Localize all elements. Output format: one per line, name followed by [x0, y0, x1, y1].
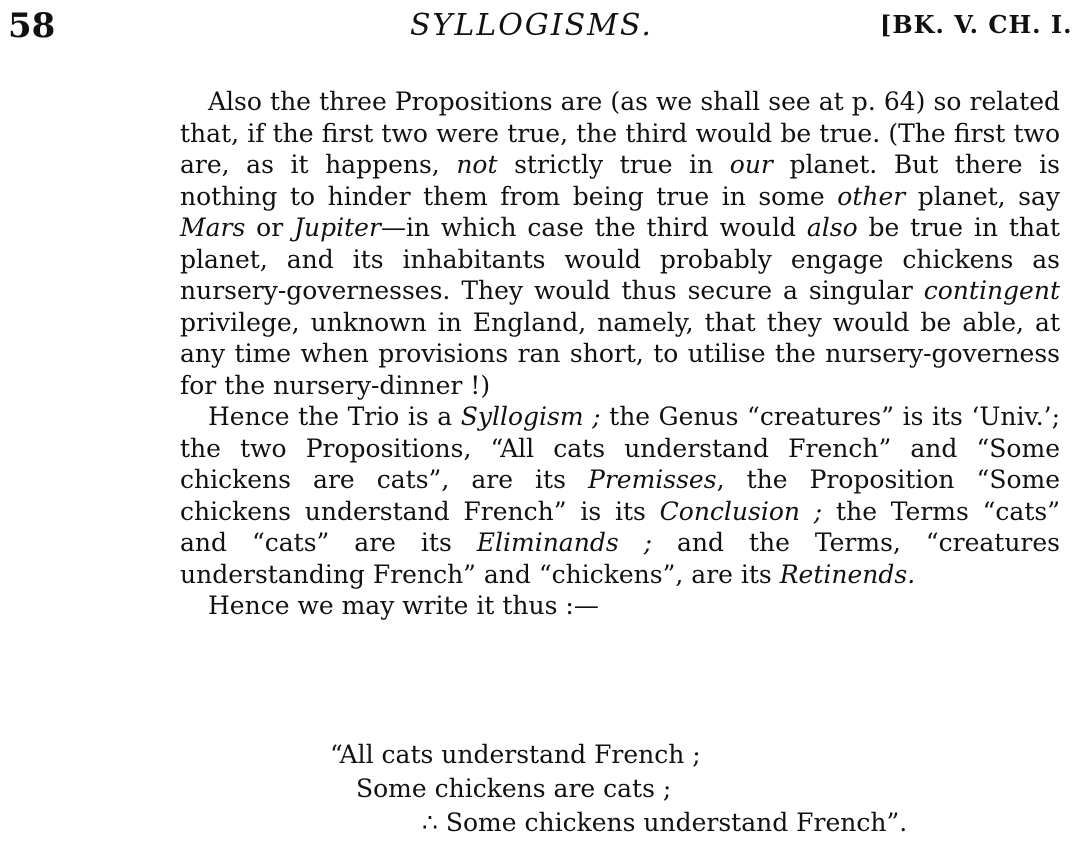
italic-term: Eliminands ; [476, 528, 653, 557]
text-run: planet, say [905, 181, 1060, 211]
text-run: be true in that planet, and its inhabitants would probably engage chickens as nursery-governesses. They would thus secure a singular [180, 213, 1060, 305]
paragraph [180, 590, 1060, 622]
text-run: and the Terms, “creatures understanding French” and “chickens”, are its [180, 528, 1060, 589]
syllogism-premiss-major: “All cats understand French ; [330, 740, 701, 769]
text-run: the Genus “creatures” is its ‘Univ.’; the two Propositions, “All cats understand French” and “Some chickens are cats”, are its [180, 402, 1061, 494]
italic-term: Retinends. [779, 559, 916, 589]
text-run: , the Proposition “Some chickens understand French” is its [180, 465, 1061, 526]
italic-term: not [456, 150, 498, 179]
italic-term: Syllogism ; [460, 402, 601, 431]
text-run: strictly true in [497, 150, 730, 179]
text-run: the Terms “cats” and “cats” are its [180, 496, 1060, 557]
text-run: Hence we may write it thus :— [208, 591, 599, 620]
syllogism-conclusion: ∴ Some chickens understand French”. [422, 808, 908, 837]
italic-term: Jupiter [294, 213, 381, 242]
italic-term: our [729, 150, 773, 179]
italic-term: also [806, 213, 858, 242]
italic-term: Mars [180, 213, 246, 242]
page-number: 58 [8, 6, 56, 46]
text-run: Also the three Propositions are (as we shall see at p. 64) so related that, if the first two were true, the third would be true. (The first two are, as it happens, [180, 87, 1060, 179]
paragraph [180, 86, 1060, 401]
body-text [180, 86, 1060, 622]
italic-term: Premisses [588, 465, 717, 494]
text-run: or [245, 213, 295, 242]
text-run: Hence the Trio is a [208, 402, 461, 431]
text-run: —in which case the third would [380, 213, 807, 242]
italic-term: Conclusion ; [659, 496, 823, 526]
text-run: privilege, unknown in England, namely, that they would be able, at any time when provisions ran short, to utilise the nursery-governess for the nursery-dinner !) [180, 307, 1060, 400]
italic-term: contingent [923, 276, 1060, 305]
paragraph [180, 401, 1060, 590]
chapter-reference: [BK. V. CH. I. [880, 10, 1073, 39]
italic-term: other [837, 181, 906, 211]
page-header [0, 6, 1075, 46]
running-title: SYLLOGISMS. [410, 8, 653, 43]
text-run: planet. But there is nothing to hinder them from being true in some [180, 150, 1060, 211]
syllogism-premiss-minor: Some chickens are cats ; [356, 774, 672, 803]
